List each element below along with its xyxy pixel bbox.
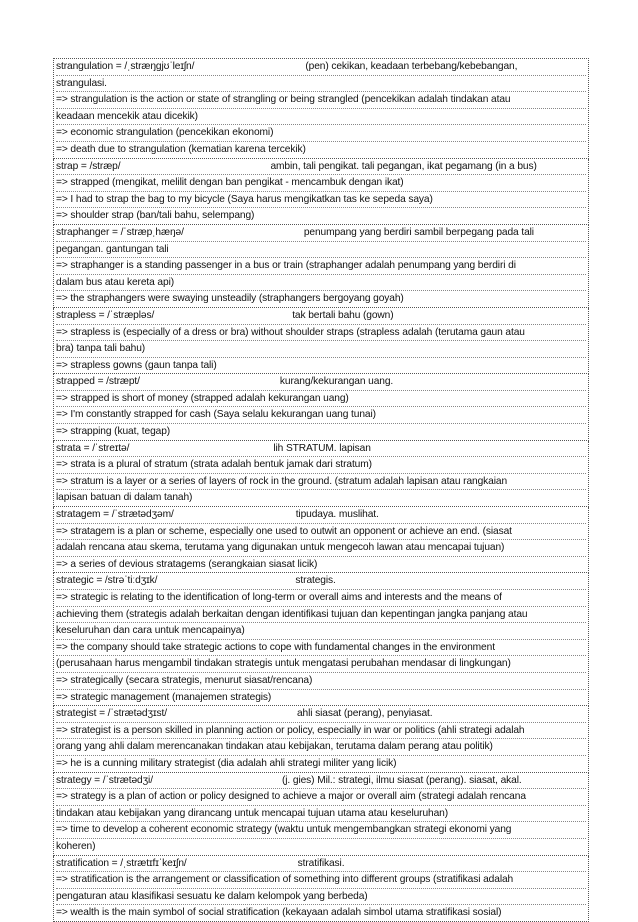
dictionary-page [53,58,589,922]
headword-pronunciation: strategy = /ˈstrætədʒi/ [56,774,153,786]
translation-continuation: strangulasi. [56,76,586,93]
entry-text-line: lapisan batuan di dalam tanah) [56,492,193,504]
entry-text-line: orang yang ahli dalam merencanakan tindakan atau kebijakan, terutama dalam perang atau politik) [56,739,586,756]
entry-text-line: pengaturan atau klasifikasi sesuatu ke dalam kelompok yang berbeda) [56,889,586,906]
headword-translation: ahli siasat (perang), penyiasat. [296,708,433,720]
entry-headline [56,507,586,524]
entry-text-line: tindakan atau kebijakan yang dirancang untuk mencapai tujuan utama atau keseluruhan) [56,806,586,823]
dictionary-entry [53,58,589,159]
headword-pronunciation: strategic = /strəˈtiːdʒɪk/ [56,575,158,587]
headword-pronunciation: stratagem = /ˈstrætədʒəm/ [56,509,174,521]
entry-text-line: => strategic is relating to the identification of long-term or overall aims and interests and the means of [56,590,586,607]
headword-pronunciation: strap = /stræp/ [56,160,121,172]
translation-continuation: pegangan. gantungan tali [56,242,586,259]
entry-text-line: => a series of devious stratagems (serangkaian siasat licik) [56,558,318,570]
entry-headline [56,573,586,590]
headword-translation: (j. gies) Mil.: strategi, ilmu siasat (perang). siasat, akal. [281,774,522,786]
entry-text-line: bra) tanpa tali bahu) [56,341,586,358]
entry-headline [56,59,586,76]
entry-text-line: => strapless is (especially of a dress or bra) without shoulder straps (strapless adalah (terutama gaun atau [56,325,586,342]
entry-text-line: (perusahaan harus mengambil tindakan strategis untuk mengatasi perubahan mendasar di lingkungan) [56,656,586,673]
entry-text-line: => stratification is the arrangement or classification of something into different groups (stratifikasi adalah [56,872,586,889]
headword-pronunciation: strata = /ˈstreɪtə/ [56,442,130,454]
entry-text-line: keseluruhan dan cara untuk mencapainya) [56,623,586,640]
entry-text-line: => strategically (secara strategis, menurut siasat/rencana) [56,673,586,690]
headword-pronunciation: strategist = /ˈstrætədʒɪst/ [56,708,167,720]
entry-text-line: => he is a cunning military strategist (dia adalah ahli strategi militer yang licik) [56,757,397,769]
entry-text-line: => strategy is a plan of action or policy designed to achieve a major or overall aim (strategi adalah rencana [56,789,586,806]
dictionary-entry [53,507,589,573]
headword-translation: lih STRATUM. lapisan [273,442,371,454]
entry-text-line: => strapped is short of money (strapped adalah kekurangan uang) [56,391,586,408]
entry-text-line: => the company should take strategic actions to cope with fundamental changes in the environment [56,640,586,657]
dictionary-entry [53,441,589,507]
entry-text-line: => straphanger is a standing passenger in a bus or train (straphanger adalah penumpang yang berdiri di [56,258,586,275]
entry-headline [56,308,586,325]
headword-translation: tak bertali bahu (gown) [292,309,394,321]
entry-text-line: => the straphangers were swaying unsteadily (straphangers bergoyang goyah) [56,293,404,305]
dictionary-entry [53,374,589,440]
entry-text-line: dalam bus atau kereta api) [56,275,586,292]
entry-headline [56,706,586,723]
entry-text-line: => strapless gowns (gaun tanpa tali) [56,359,217,371]
headword-pronunciation: stratification = /ˌstrætɪfɪˈkeɪʃn/ [56,857,187,869]
headword-pronunciation: strapless = /ˈstræpləs/ [56,309,155,321]
dictionary-entry [53,225,589,308]
entry-headline [56,225,586,242]
entry-text-line: => strapping (kuat, tegap) [56,426,171,438]
entry-text-line: => strata is a plural of stratum (strata adalah bentuk jamak dari stratum) [56,457,586,474]
headword-translation: (pen) cekikan, keadaan terbebang/kebebangan, [305,61,518,72]
headword-translation: penumpang yang berdiri sambil berpegang pada tali [303,226,534,238]
headword-translation: kurang/kekurangan uang. [279,376,394,388]
dictionary-entry [53,308,589,374]
entry-headline [56,773,586,790]
entry-text-line: => stratagem is a plan or scheme, especially one used to outwit an opponent or achieve an end. (siasat [56,524,586,541]
headword-translation: strategis. [295,575,336,587]
entry-text-line: => wealth is the main symbol of social stratification (kekayaan adalah simbol utama stratifikasi sosial) [56,907,502,919]
entry-text-line: koheren) [56,840,96,852]
dictionary-entry [53,856,589,922]
headword-translation: stratifikasi. [297,857,345,869]
headword-pronunciation: strangulation = /ˌstræŋgjʊˈleɪʃn/ [56,61,195,72]
headword-translation: ambin, tali pengikat. tali pegangan, ikat pegamang (in a bus) [270,160,537,172]
entry-text-line: => strapped (mengikat, melilit dengan ban pengikat - mencambuk dengan ikat) [56,175,586,192]
headword-pronunciation: straphanger = /ˈstræpˌhæŋə/ [56,226,184,238]
entry-text-line: => strategist is a person skilled in planning action or policy, especially in war or politics (ahli strategi adalah [56,723,586,740]
entry-headline [56,159,586,176]
entry-text-line: adalah rencana atau skema, terutama yang digunakan untuk mengecoh lawan atau mencapai tujuan) [56,540,586,557]
entry-text-line: achieving them (strategis adalah berkaitan dengan identifikasi tujuan dan kepentingan jangka panjang atau [56,607,586,624]
dictionary-entry [53,159,589,225]
entry-text-line: => time to develop a coherent economic strategy (waktu untuk mengembangkan strategi ekonomi yang [56,822,586,839]
dictionary-entry [53,706,589,772]
entry-headline [56,374,586,391]
entry-headline [56,856,586,873]
dictionary-entry [53,773,589,856]
entry-text-line: => death due to strangulation (kematian karena tercekik) [56,143,306,155]
entry-text-line: => economic strangulation (pencekikan ekonomi) [56,125,586,142]
entry-text-line: => stratum is a layer or a series of layers of rock in the ground. (stratum adalah lapisan atau rangkaian [56,474,586,491]
entry-text-line: => I'm constantly strapped for cash (Saya selalu kekurangan uang tunai) [56,407,586,424]
entry-text-line: => strategic management (manajemen strategis) [56,691,272,703]
entry-text-line: => shoulder strap (ban/tali bahu, selempang) [56,210,255,222]
headword-translation: tipudaya. muslihat. [295,509,379,521]
entry-text-line: => I had to strap the bag to my bicycle (Saya harus mengikatkan tas ke sepeda saya) [56,192,586,209]
dictionary-entry [53,573,589,706]
headword-pronunciation: strapped = /stræpt/ [56,376,140,388]
entry-headline [56,441,586,458]
entry-text-line: keadaan mencekik atau dicekik) [56,109,586,126]
entry-text-line: => strangulation is the action or state of strangling or being strangled (pencekikan adalah tindakan atau [56,92,586,109]
